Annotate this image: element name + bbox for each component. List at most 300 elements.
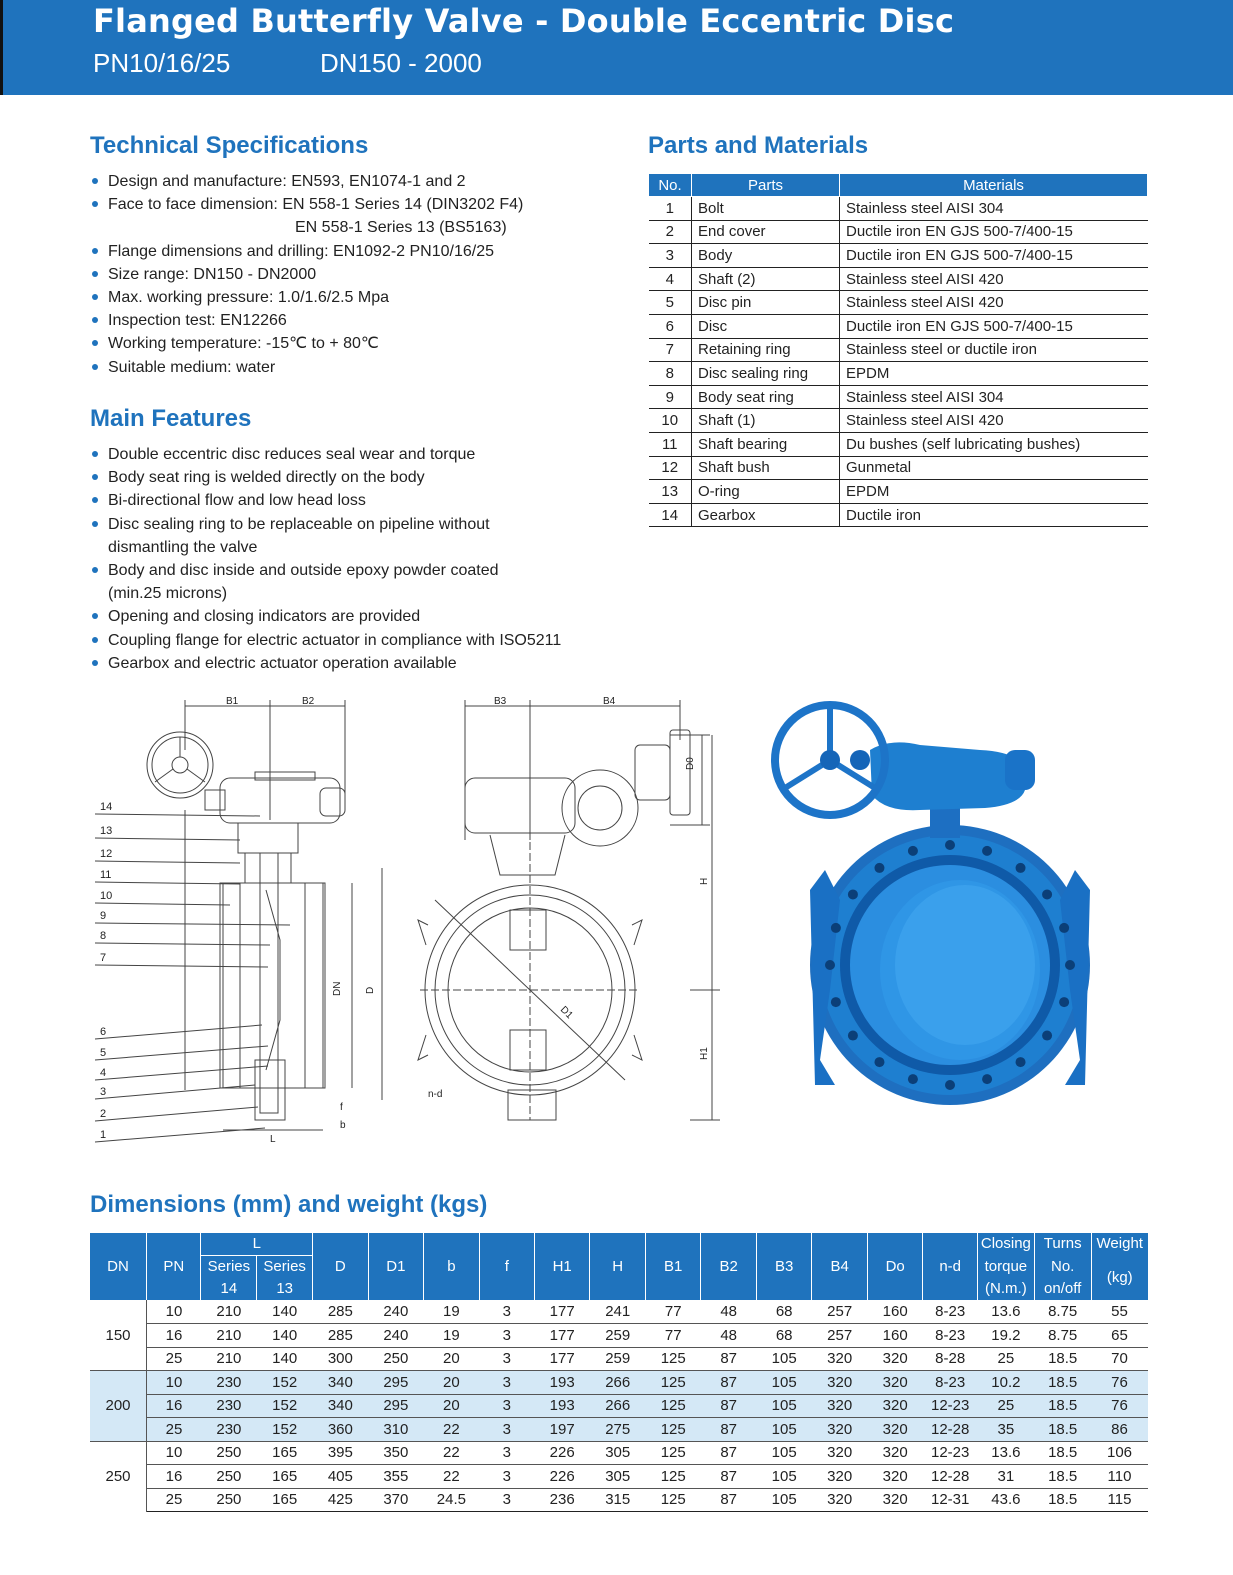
leader-line [95, 1128, 265, 1142]
dims-cell: 87 [701, 1465, 756, 1489]
dims-cell: 315 [590, 1488, 646, 1512]
dims-cell: 18.5 [1034, 1394, 1091, 1418]
part-name-cell: Disc sealing ring [692, 362, 840, 386]
dims-cell: 22 [424, 1418, 480, 1442]
dims-cell: 140 [257, 1324, 313, 1348]
dims-row [90, 1418, 1148, 1442]
feature-item: Gearbox and electric actuator operation available [90, 652, 561, 675]
dims-cell: 125 [645, 1465, 701, 1489]
dims-cell: 3 [502, 1303, 511, 1320]
dims-cell: 8-23 [923, 1371, 977, 1395]
dims-cell: 19 [424, 1324, 480, 1348]
dims-cell: 160 [882, 1303, 908, 1320]
dims-cell: 25 [977, 1394, 1034, 1418]
part-name-cell: Body [692, 244, 840, 268]
col-header-d: D [313, 1233, 369, 1300]
bolt-hole [874, 863, 884, 873]
dims-cell: 320 [812, 1441, 868, 1465]
label-d: D [365, 986, 376, 994]
dims-cell: 16 [147, 1394, 201, 1418]
parts-header-row [649, 174, 1148, 197]
dims-cell: 77 [664, 1303, 682, 1320]
dims-cell: 10 [165, 1303, 183, 1320]
dims-cell: 160 [867, 1324, 923, 1348]
dims-cell: 8-23 [935, 1303, 966, 1320]
label-d1: D1 [557, 1004, 575, 1022]
dims-cell: 295 [368, 1394, 424, 1418]
dims-cell: 8.75 [1034, 1324, 1091, 1348]
dims-cell: 18.5 [1034, 1488, 1091, 1512]
dims-cell: 305 [590, 1465, 646, 1489]
material-cell: Gunmetal [840, 456, 1148, 480]
dims-cell: 152 [257, 1371, 313, 1395]
dims-cell: 177 [534, 1324, 590, 1348]
dims-cell: 240 [368, 1324, 424, 1348]
dims-cell: 285 [327, 1303, 353, 1320]
part-number-cell: 6 [649, 314, 692, 338]
bolt-hole [831, 997, 841, 1007]
dims-cell: 70 [1091, 1347, 1148, 1371]
parts-row [649, 338, 1148, 362]
dims-cell: 105 [756, 1371, 812, 1395]
dims-cell: 55 [1111, 1303, 1128, 1320]
dims-row [90, 1347, 1148, 1371]
dims-cell: 12-23 [923, 1394, 977, 1418]
feature-item: Bi-directional flow and low head loss [90, 489, 561, 512]
dims-cell: 77 [645, 1324, 701, 1348]
part-name-cell: Shaft (2) [692, 267, 840, 291]
pressure-rating: PN10/16/25 [93, 48, 231, 78]
dims-cell: 35 [977, 1418, 1034, 1442]
feature-item: Disc sealing ring to be replaceable on pipeline without [90, 513, 561, 536]
feature-item-continuation: dismantling the valve [108, 538, 258, 556]
parts-row [649, 267, 1148, 291]
part-number-cell: 5 [649, 291, 692, 315]
col-header-b2: B2 [701, 1233, 756, 1300]
dims-cell: 210 [216, 1303, 242, 1320]
parts-row [649, 456, 1148, 480]
part-number-cell: 11 [649, 432, 692, 456]
parts-row [649, 314, 1148, 338]
dims-cell: 10 [147, 1371, 201, 1395]
col-header-b4: B4 [812, 1233, 868, 1300]
feature-item-continuation: (min.25 microns) [108, 585, 228, 603]
dims-cell: 125 [645, 1441, 701, 1465]
col-header: Materials [840, 174, 1148, 197]
dims-cell: 19 [443, 1303, 460, 1320]
part-number-cell: 2 [649, 220, 692, 244]
col-header-pn: PN [147, 1233, 201, 1300]
label-b2: B2 [302, 696, 315, 707]
dims-cell: 3 [479, 1418, 534, 1442]
leader-line [95, 882, 240, 884]
leader-line [95, 1066, 268, 1080]
part-number-label: 14 [100, 801, 113, 813]
bolt-hole [908, 846, 918, 856]
material-cell: Ductile iron EN GJS 500-7/400-15 [840, 220, 1148, 244]
bolt-hole [825, 960, 835, 970]
dims-cell: 152 [257, 1394, 313, 1418]
part-name-cell: Disc [692, 314, 840, 338]
part-number-label: 5 [100, 1047, 107, 1059]
col-header-b3: B3 [756, 1233, 812, 1300]
dims-cell: 76 [1091, 1371, 1148, 1395]
features-list [90, 443, 561, 675]
dims-cell: 3 [479, 1324, 534, 1348]
material-cell: Stainless steel or ductile iron [840, 338, 1148, 362]
bolt-hole [1016, 863, 1026, 873]
part-name-cell: Shaft bearing [692, 432, 840, 456]
dims-cell: 10.2 [977, 1371, 1034, 1395]
material-cell: Ductile iron EN GJS 500-7/400-15 [840, 244, 1148, 268]
dims-row [90, 1324, 1148, 1348]
dims-cell: 13.6 [991, 1303, 1021, 1320]
dims-row [90, 1300, 1148, 1324]
dims-cell: 87 [701, 1441, 756, 1465]
dims-cell: 87 [701, 1371, 756, 1395]
part-name-cell: Body seat ring [692, 385, 840, 409]
header-banner [0, 0, 1233, 95]
label-b: b [340, 1120, 346, 1131]
dims-cell: 25 [147, 1347, 201, 1371]
part-name-cell: Gearbox [692, 503, 840, 527]
part-number-cell: 9 [649, 385, 692, 409]
dims-cell: 20 [424, 1394, 480, 1418]
part-number-cell: 8 [649, 362, 692, 386]
col-header-torque-2: torque [977, 1256, 1034, 1279]
side-section-drawing [95, 696, 382, 1145]
col-header: No. [649, 174, 692, 197]
bolt-hole [982, 1074, 992, 1084]
dims-cell: 226 [534, 1465, 590, 1489]
dims-cell: 3 [479, 1488, 534, 1512]
bolt-hole [908, 1074, 918, 1084]
dims-cell: 360 [313, 1418, 369, 1442]
dims-cell: 105 [756, 1441, 812, 1465]
dims-cell: 110 [1091, 1465, 1148, 1489]
dims-cell: 152 [257, 1418, 313, 1442]
part-name-cell: Retaining ring [692, 338, 840, 362]
dims-cell: 87 [701, 1394, 756, 1418]
dims-cell: 320 [867, 1488, 923, 1512]
leader-line [95, 861, 240, 863]
material-cell: Stainless steel AISI 304 [840, 197, 1148, 221]
feature-item: Body and disc inside and outside epoxy powder coated [90, 559, 561, 582]
dims-cell: 259 [590, 1324, 646, 1348]
leader-line [95, 943, 270, 945]
part-name-cell: Bolt [692, 197, 840, 221]
tech-specs-list [90, 170, 523, 379]
col-header-turns-1: Turns [1034, 1233, 1091, 1256]
bolt-hole [874, 1057, 884, 1067]
dims-cell: 105 [756, 1488, 812, 1512]
material-cell: EPDM [840, 480, 1148, 504]
dims-cell: 226 [534, 1441, 590, 1465]
dims-cell: 210 [201, 1347, 257, 1371]
dims-cell: 236 [534, 1488, 590, 1512]
feature-item: Body seat ring is welded directly on the body [90, 466, 561, 489]
col-header-weight-1: Weight [1091, 1233, 1148, 1256]
dims-cell: 87 [701, 1488, 756, 1512]
col-header-turns-3: on/off [1034, 1278, 1091, 1300]
dims-cell: 76 [1091, 1394, 1148, 1418]
dims-cell: 13.6 [977, 1441, 1034, 1465]
bolt-hole [1042, 889, 1052, 899]
dims-cell: 3 [479, 1371, 534, 1395]
dims-cell: 68 [756, 1324, 812, 1348]
part-number-cell: 1 [649, 197, 692, 221]
dims-cell: 230 [201, 1371, 257, 1395]
col-header-nd: n-d [923, 1233, 977, 1300]
dims-cell: 18.5 [1034, 1371, 1091, 1395]
dn-cell: 200 [90, 1371, 147, 1442]
bolt-hole [1016, 1057, 1026, 1067]
parts-row [649, 432, 1148, 456]
dims-cell: 125 [645, 1418, 701, 1442]
col-header-h: H [590, 1233, 646, 1300]
dims-cell: 197 [534, 1418, 590, 1442]
label-h: H [699, 877, 710, 885]
dims-cell: 22 [424, 1465, 480, 1489]
dims-cell: 115 [1091, 1488, 1148, 1512]
dims-cell: 250 [201, 1465, 257, 1489]
dims-cell: 65 [1091, 1324, 1148, 1348]
dims-cell: 43.6 [977, 1488, 1034, 1512]
material-cell: Stainless steel AISI 420 [840, 409, 1148, 433]
label-do: D0 [685, 757, 696, 770]
dims-cell: 22 [424, 1441, 480, 1465]
leader-line [95, 1107, 258, 1121]
dims-cell: 165 [257, 1465, 313, 1489]
dims-cell: 8.75 [1048, 1303, 1078, 1320]
size-range: DN150 - 2000 [320, 48, 482, 78]
leader-line [95, 1025, 262, 1039]
dims-cell: 257 [827, 1303, 853, 1320]
part-name-cell: End cover [692, 220, 840, 244]
bolt-hole [1065, 960, 1075, 970]
dims-cell: 300 [313, 1347, 369, 1371]
bolt-hole [848, 1031, 858, 1041]
spec-item: Working temperature: -15℃ to + 80℃ [90, 332, 523, 355]
part-number-cell: 12 [649, 456, 692, 480]
bolt-hole [982, 846, 992, 856]
dims-cell: 285 [313, 1324, 369, 1348]
dims-cell: 370 [368, 1488, 424, 1512]
dims-cell: 10 [147, 1441, 201, 1465]
dims-cell: 259 [590, 1347, 646, 1371]
label-f: f [340, 1102, 343, 1113]
dims-cell: 193 [534, 1394, 590, 1418]
col-header-turns-2: No. [1034, 1256, 1091, 1279]
dims-cell: 240 [383, 1303, 409, 1320]
dims-cell: 320 [812, 1488, 868, 1512]
spec-item: Flange dimensions and drilling: EN1092-2 PN10/16/25 [90, 240, 523, 263]
dims-cell: 320 [812, 1418, 868, 1442]
leader-line [95, 1085, 255, 1099]
bolt-hole [1059, 923, 1069, 933]
dims-cell: 105 [756, 1465, 812, 1489]
valve-product-image [775, 705, 1090, 1105]
dims-cell: 19.2 [977, 1324, 1034, 1348]
dims-cell: 16 [147, 1465, 201, 1489]
part-number-label: 12 [100, 848, 113, 860]
col-header-torque-3: (N.m.) [977, 1278, 1034, 1300]
dims-cell: 18.5 [1034, 1441, 1091, 1465]
col-header-f: f [479, 1233, 534, 1300]
part-number-cell: 10 [649, 409, 692, 433]
gearbox-body [220, 778, 340, 823]
col-header-b: b [424, 1233, 480, 1300]
dims-cell: 106 [1091, 1441, 1148, 1465]
dims-cell: 320 [812, 1371, 868, 1395]
leader-line [95, 923, 290, 925]
col-header-series13-num: 13 [257, 1278, 313, 1300]
tech-specs-title: Technical Specifications [90, 132, 369, 159]
parts-row [649, 220, 1148, 244]
dims-cell: 355 [368, 1465, 424, 1489]
parts-row [649, 385, 1148, 409]
part-number-cell: 14 [649, 503, 692, 527]
dims-cell: 266 [590, 1371, 646, 1395]
dims-cell: 16 [147, 1324, 201, 1348]
dims-cell: 31 [977, 1465, 1034, 1489]
parts-row [649, 291, 1148, 315]
bolt-hole [945, 1080, 955, 1090]
dims-cell: 250 [201, 1488, 257, 1512]
dims-row [90, 1371, 1148, 1395]
parts-row [649, 409, 1148, 433]
label-b1: B1 [226, 696, 239, 707]
dims-cell: 241 [605, 1303, 631, 1320]
leader-line [95, 814, 260, 816]
part-number-label: 4 [100, 1067, 107, 1079]
part-number-label: 13 [100, 825, 113, 837]
col-header-series13: Series [257, 1256, 313, 1279]
dims-cell: 3 [479, 1394, 534, 1418]
bolt-hole [1042, 1031, 1052, 1041]
dims-cell: 250 [201, 1441, 257, 1465]
col-header-weight-2: (kg) [1091, 1256, 1148, 1301]
dims-cell: 320 [867, 1418, 923, 1442]
material-cell: Stainless steel AISI 420 [840, 291, 1148, 315]
dims-cell: 3 [479, 1441, 534, 1465]
dims-cell: 395 [313, 1441, 369, 1465]
dn-cell: 150 [90, 1300, 147, 1371]
dims-row [90, 1394, 1148, 1418]
dims-cell: 140 [272, 1303, 298, 1320]
dims-cell: 230 [201, 1394, 257, 1418]
material-cell: EPDM [840, 362, 1148, 386]
part-number-cell: 7 [649, 338, 692, 362]
dims-cell: 25 [147, 1418, 201, 1442]
part-number-label: 11 [100, 869, 112, 881]
dims-cell: 125 [645, 1371, 701, 1395]
parts-row [649, 197, 1148, 221]
dims-cell: 275 [590, 1418, 646, 1442]
parts-row [649, 362, 1148, 386]
part-name-cell: Disc pin [692, 291, 840, 315]
dims-cell: 105 [756, 1394, 812, 1418]
part-name-cell: Shaft (1) [692, 409, 840, 433]
part-number-label: 3 [100, 1086, 107, 1098]
dims-cell: 48 [720, 1303, 738, 1320]
part-number-label: 1 [100, 1129, 107, 1141]
dims-cell: 140 [257, 1347, 313, 1371]
dims-cell: 295 [368, 1371, 424, 1395]
features-title: Main Features [90, 405, 252, 432]
col-header-b1: B1 [645, 1233, 701, 1300]
dims-cell: 25 [147, 1488, 201, 1512]
spec-item: Suitable medium: water [90, 356, 523, 379]
dims-cell: 340 [313, 1371, 369, 1395]
dims-cell: 305 [590, 1441, 646, 1465]
col-header-series14-num: 14 [201, 1278, 257, 1300]
col-header-do: Do [867, 1233, 923, 1300]
spec-item: Inspection test: EN12266 [90, 309, 523, 332]
col-header-torque-1: Closing [977, 1233, 1034, 1256]
material-cell: Ductile iron EN GJS 500-7/400-15 [840, 314, 1148, 338]
dims-cell: 320 [812, 1347, 868, 1371]
dims-cell: 3 [479, 1347, 534, 1371]
part-number-label: 7 [100, 952, 107, 964]
dims-cell: 165 [257, 1488, 313, 1512]
part-name-cell: Shaft bush [692, 456, 840, 480]
dims-cell: 20 [424, 1371, 480, 1395]
dims-cell: 320 [867, 1371, 923, 1395]
spec-item: Face to face dimension: EN 558-1 Series 14 (DIN3202 F4) [90, 193, 523, 216]
parts-row [649, 480, 1148, 504]
spec-item: Max. working pressure: 1.0/1.6/2.5 Mpa [90, 286, 523, 309]
spec-item: Design and manufacture: EN593, EN1074-1 and 2 [90, 170, 523, 193]
dims-cell: 320 [867, 1347, 923, 1371]
dims-cell: 250 [368, 1347, 424, 1371]
col-header-l: L [201, 1233, 313, 1256]
part-name-cell: O-ring [692, 480, 840, 504]
dims-cell: 230 [201, 1418, 257, 1442]
dims-cell: 320 [867, 1394, 923, 1418]
parts-row [649, 244, 1148, 268]
dimensions-table [90, 1233, 1148, 1512]
col-header: Parts [692, 174, 840, 197]
material-cell: Ductile iron [840, 503, 1148, 527]
col-header-series14: Series [201, 1256, 257, 1279]
dims-cell: 320 [812, 1394, 868, 1418]
leader-line [95, 965, 268, 967]
dims-cell: 350 [368, 1441, 424, 1465]
col-header-dn: DN [90, 1233, 147, 1300]
dims-cell: 405 [313, 1465, 369, 1489]
dims-cell: 18.5 [1034, 1465, 1091, 1489]
dims-cell: 12-31 [923, 1488, 977, 1512]
part-number-label: 6 [100, 1026, 107, 1038]
dims-cell: 340 [313, 1394, 369, 1418]
dims-cell: 8-28 [923, 1347, 977, 1371]
leader-line [95, 1046, 268, 1060]
dims-cell: 18.5 [1034, 1347, 1091, 1371]
dims-cell: 3 [479, 1465, 534, 1489]
part-number-label: 9 [100, 910, 107, 922]
dims-header-row [90, 1233, 1148, 1256]
dims-cell: 105 [756, 1418, 812, 1442]
dims-cell: 193 [534, 1371, 590, 1395]
dims-cell: 86 [1091, 1418, 1148, 1442]
bolt-hole [945, 840, 955, 850]
part-number-label: 2 [100, 1108, 107, 1120]
dims-cell: 105 [756, 1347, 812, 1371]
part-number-label: 8 [100, 930, 107, 942]
dimensions-title: Dimensions (mm) and weight (kgs) [90, 1191, 488, 1218]
spec-item: Size range: DN150 - DN2000 [90, 263, 523, 286]
